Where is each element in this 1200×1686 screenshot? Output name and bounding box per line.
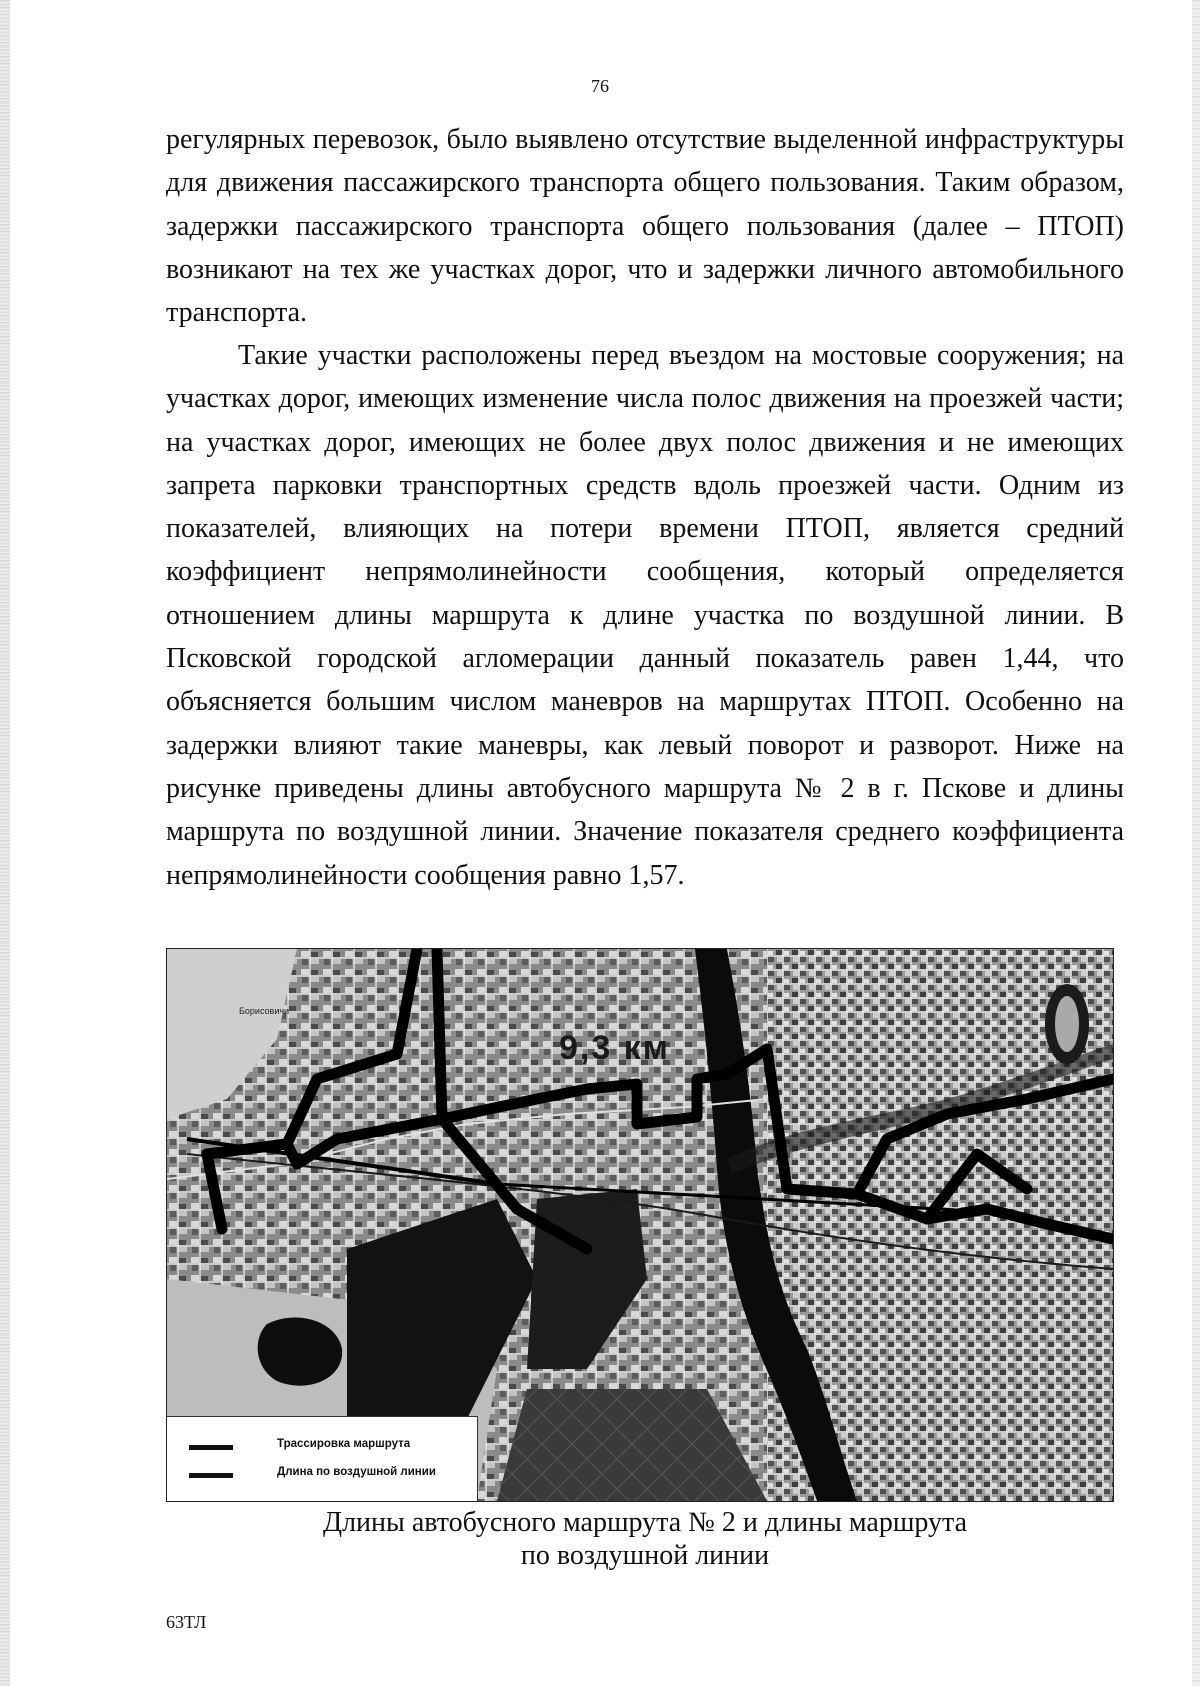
paragraph-1: регулярных перевозок, было выявлено отсутствие выделенной инфраструктуры для движения пассажирского транспорта общего пользования. Таким образом, задержки пассажирского транспорта общего пользования (далее – ПТОП) возникают на тех же участках дорог, что и задержки личного автомобильного транспорта. — [166, 124, 1124, 329]
scan-edge-right — [1192, 0, 1200, 1686]
scan-edge-left — [0, 0, 10, 1686]
footer-code: 63ТЛ — [166, 1612, 207, 1632]
legend-item-route — [167, 1433, 477, 1461]
route-map-figure — [166, 948, 1114, 1502]
legend-air-line — [189, 1473, 233, 1478]
legend-route-label: Трассировка маршрута — [277, 1438, 411, 1450]
caption-line-1: Длины автобусного маршрута № 2 и длины маршрута — [322, 1507, 968, 1538]
legend-item-air — [167, 1461, 477, 1489]
paragraph-2: Такие участки расположены перед въездом на мостовые сооружения; на участках дорог, имеющих изменение числа полос движения на проезжей части; на участках дорог, имеющих не более двух полос движения и не имеющих запрета парковки транспортных средств вдоль проезжей части. Одним из показателей, влияющих на потери времени ПТОП, является средний коэффициент непрямолинейности сообщения, который определяется отношением длины маршрута к длине участка по воздушной линии. В Псковской городской агломерации данный показатель равен 1,44, что объясняется большим числом маневров на маршрутах ПТОП. Особенно на задержки влияют такие маневры, как левый поворот и разворот. Ниже на рисунке приведены длины автобусного маршрута № 2 в г. Пскове и длины маршрута по воздушной линии. Значение показателя среднего коэффициента непрямолинейности сообщения равно 1,57. — [166, 340, 1124, 891]
page-number: 76 — [591, 76, 609, 96]
distance-label: 9,3 км — [559, 1029, 670, 1067]
caption-line-2: по воздушной линии — [520, 1540, 770, 1571]
place-label: Борисовичи — [239, 1006, 290, 1016]
legend-route-line — [189, 1445, 233, 1450]
figure-caption — [166, 1506, 1124, 1572]
legend-air-label: Длина по воздушной линии — [277, 1466, 436, 1478]
map-legend — [167, 1416, 478, 1502]
